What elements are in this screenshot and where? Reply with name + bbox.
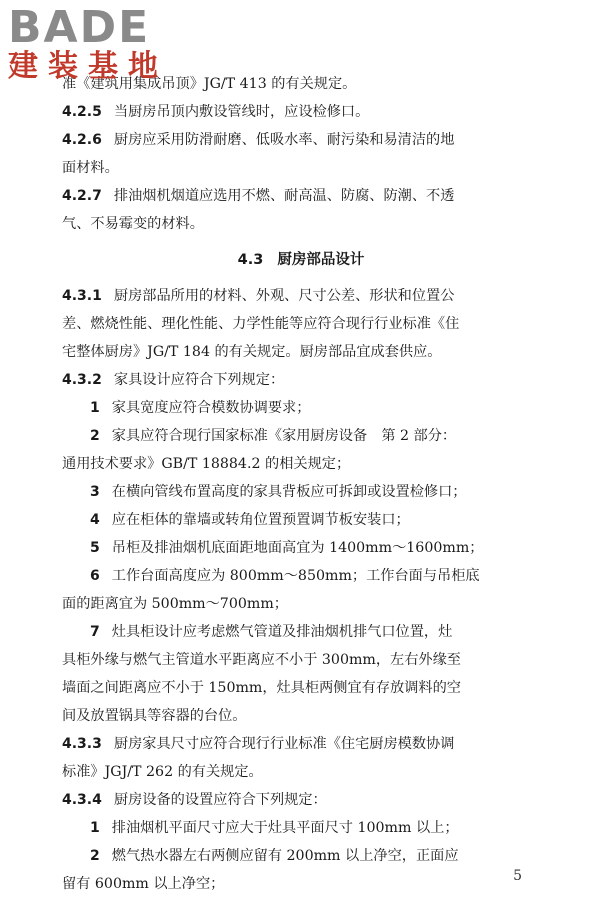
item-text: 家具宽度应符合模数协调要求； (111, 400, 311, 416)
item-text: 燃气热水器左右两侧应留有 200mm 以上净空，正面应 (111, 848, 459, 864)
item-number: 4 (90, 512, 100, 528)
list-item (62, 814, 540, 842)
section-title-text: 厨房部品设计 (277, 252, 365, 268)
clause-text: 厨房设备的设置应符合下列规定： (113, 792, 327, 808)
list-item (62, 562, 540, 590)
document-body (62, 70, 540, 898)
clause-4-3-4 (62, 786, 540, 814)
section-number: 4.3 (237, 252, 264, 268)
item-number: 7 (90, 624, 100, 640)
text-line: 间及放置锅具等容器的台位。 (62, 708, 247, 724)
clause-text: 家具设计应符合下列规定： (113, 372, 285, 388)
text-line: 具柜外缘与燃气主管道水平距离应不小于 300mm，左右外缘至 (62, 652, 461, 668)
list-item (62, 618, 540, 646)
clause-text: 厨房应采用防滑耐磨、低吸水率、耐污染和易清洁的地 (113, 132, 455, 148)
text-line: 墙面之间距离应不小于 150mm，灶具柜两侧宜有存放调料的空 (62, 680, 461, 696)
clause-4-2-5 (62, 98, 540, 126)
text-line: 留有 600mm 以上净空； (62, 876, 225, 892)
clause-4-3-1 (62, 282, 540, 310)
clause-number: 4.3.2 (62, 372, 102, 388)
item-text: 吊柜及排油烟机底面距地面高宜为 1400mm～1600mm； (111, 540, 484, 556)
list-item (62, 842, 540, 870)
item-number: 2 (90, 848, 100, 864)
watermark-logo-text: BADE (8, 2, 151, 53)
text-line: 面的距离宜为 500mm～700mm； (62, 596, 288, 612)
list-item (62, 422, 540, 450)
clause-number: 4.2.5 (62, 104, 102, 120)
list-item (62, 534, 540, 562)
text-line: 面材料。 (62, 160, 119, 176)
item-text: 家具应符合现行国家标准《家用厨房设备 第 2 部分： (111, 428, 457, 444)
clause-4-3-2 (62, 366, 540, 394)
clause-text: 当厨房吊顶内敷设管线时，应设检修口。 (113, 104, 370, 120)
item-text: 灶具柜设计应考虑燃气管道及排油烟机排气口位置，灶 (111, 624, 453, 640)
clause-number: 4.3.3 (62, 736, 102, 752)
clause-number: 4.2.6 (62, 132, 102, 148)
item-number: 1 (90, 820, 100, 836)
section-heading (62, 246, 540, 274)
page-number: 5 (513, 868, 522, 884)
watermark-logo (8, 4, 168, 84)
item-text: 排油烟机平面尺寸应大于灶具平面尺寸 100mm 以上； (111, 820, 459, 836)
item-text: 应在柜体的靠墙或转角位置预置调节板安装口； (111, 512, 410, 528)
list-item (62, 478, 540, 506)
item-text: 工作台面高度应为 800mm～850mm；工作台面与吊柜底 (111, 568, 480, 584)
clause-text: 厨房部品所用的材料、外观、尺寸公差、形状和位置公 (113, 288, 455, 304)
clause-4-2-6 (62, 126, 540, 154)
clause-4-2-7 (62, 182, 540, 210)
clause-text: 排油烟机烟道应选用不燃、耐高温、防腐、防潮、不透 (113, 188, 455, 204)
clause-4-3-3 (62, 730, 540, 758)
watermark-sub-text: 建装基地 (8, 49, 168, 84)
clause-number: 4.3.4 (62, 792, 102, 808)
text-line: 差、燃烧性能、理化性能、力学性能等应符合现行行业标准《住 (62, 316, 460, 332)
item-text: 在横向管线布置高度的家具背板应可拆卸或设置检修口； (111, 484, 467, 500)
item-number: 5 (90, 540, 100, 556)
list-item (62, 506, 540, 534)
item-number: 3 (90, 484, 100, 500)
text-line: 标准》JGJ/T 262 的有关规定。 (62, 764, 263, 780)
text-line: 气、不易霉变的材料。 (62, 216, 204, 232)
item-number: 1 (90, 400, 100, 416)
text-line: 通用技术要求》GB/T 18884.2 的相关规定； (62, 456, 351, 472)
clause-number: 4.3.1 (62, 288, 102, 304)
text-line: 准《建筑用集成吊顶》JG/T 413 的有关规定。 (62, 76, 357, 92)
clause-number: 4.2.7 (62, 188, 102, 204)
clause-text: 厨房家具尺寸应符合现行行业标准《住宅厨房模数协调 (113, 736, 455, 752)
item-number: 6 (90, 568, 100, 584)
list-item (62, 394, 540, 422)
text-line: 宅整体厨房》JG/T 184 的有关规定。厨房部品宜成套供应。 (62, 344, 442, 360)
item-number: 2 (90, 428, 100, 444)
